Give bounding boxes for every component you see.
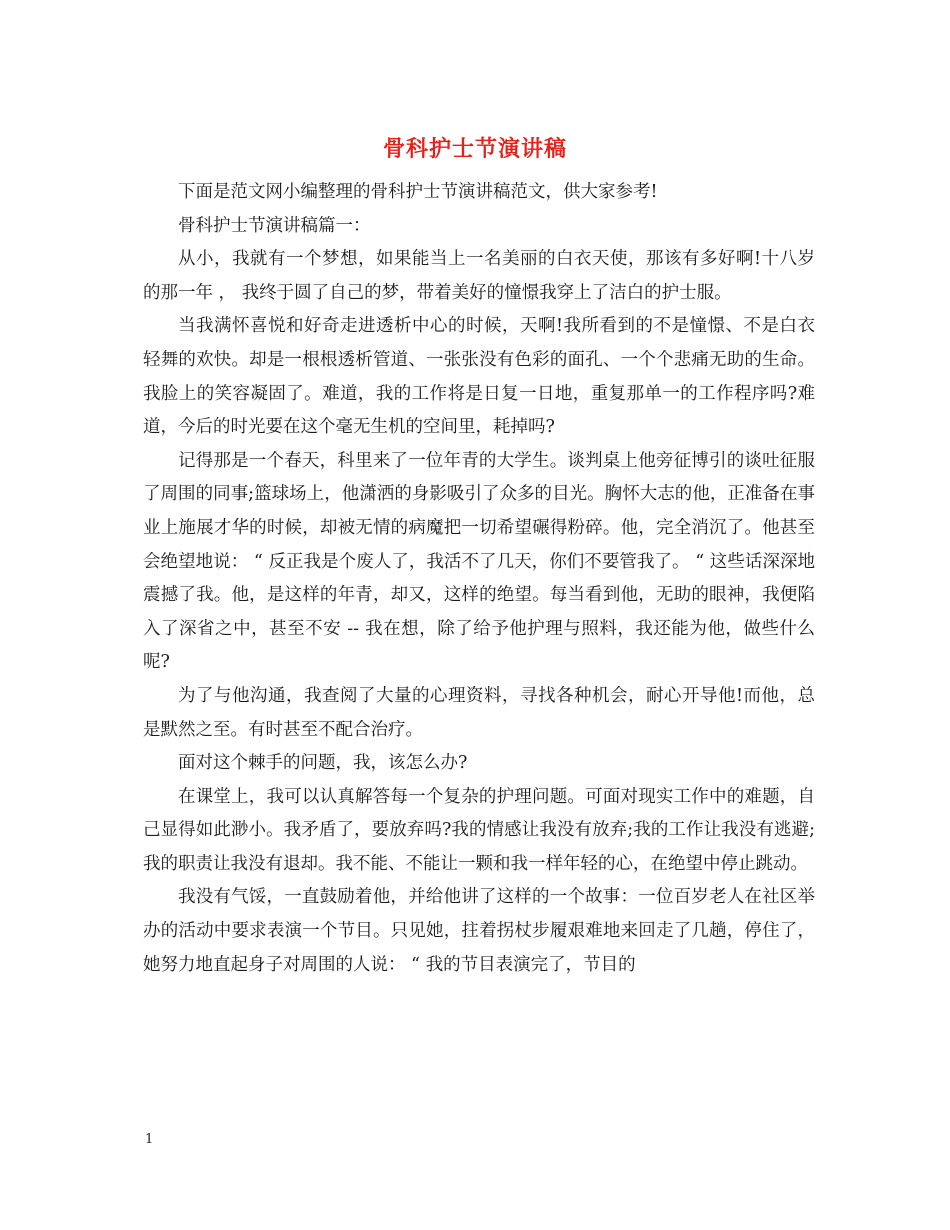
document-body	[143, 176, 815, 982]
paragraph: 为了与他沟通，我查阅了大量的心理资料，寻找各种机会，耐心开导他!而他，总是默然之至。有时甚至不配合治疗。	[143, 685, 815, 740]
paragraph: 记得那是一个春天，科里来了一位年青的大学生。谈判桌上他旁征博引的谈吐征服了周围的同事;篮球场上，他潇洒的身影吸引了众多的目光。胸怀大志的他，正准备在事业上施展才华的时候，却被无情的病魔把一切希望碾得粉碎。他，完全消沉了。他甚至会绝望地说： “ 反正我是个废人了，我活不了几天，你们不要管我了。 “ 这些话深深地震撼了我。他，是这样的年青，却又，这样的绝望。每当看到他，无助的眼神，我便陷入了深省之中，甚至不安 -- 我在想，除了给予他护理与照料，我还能为他，做些什么呢?	[143, 450, 815, 673]
paragraph-section-heading: 骨科护士节演讲稿篇一：	[178, 215, 371, 236]
paragraph: 我没有气馁，一直鼓励着他，并给他讲了这样的一个故事：一位百岁老人在社区举办的活动中要求表演一个节目。只见她，拄着拐杖步履艰难地来回走了几趟，停住了，她努力地直起身子对周围的人说： “ 我的节目表演完了，节目的	[143, 887, 815, 975]
paragraph: 从小，我就有一个梦想，如果能当上一名美丽的白衣天使，那该有多好啊!十八岁的那一年 ， 我终于圆了自己的梦，带着美好的憧憬我穿上了洁白的护士服。	[143, 249, 815, 303]
paragraph: 面对这个棘手的问题，我，该怎么办?	[178, 753, 468, 774]
page-number: 1	[145, 1132, 154, 1147]
document-title: 骨科护士节演讲稿	[382, 136, 567, 162]
paragraph: 在课堂上，我可以认真解答每一个复杂的护理问题。可面对现实工作中的难题，自己显得如此渺小。我矛盾了，要放弃吗?我的情感让我没有放弃;我的工作让我没有逃避;我的职责让我没有退却。我不能、不能让一颗和我一样年轻的心，在绝望中停止跳动。	[143, 786, 815, 874]
paragraph: 当我满怀喜悦和好奇走进透析中心的时候，天啊!我所看到的不是憧憬、不是白衣轻舞的欢快。却是一根根透析管道、一张张没有色彩的面孔、一个个悲痛无助的生命。我脸上的笑容凝固了。难道，我的工作将是日复一日地，重复那单一的工作程序吗?难道，今后的时光要在这个毫无生机的空间里，耗掉吗?	[143, 316, 815, 438]
paragraph-intro: 下面是范文网小编整理的骨科护士节演讲稿范文，供大家参考!	[178, 182, 658, 202]
